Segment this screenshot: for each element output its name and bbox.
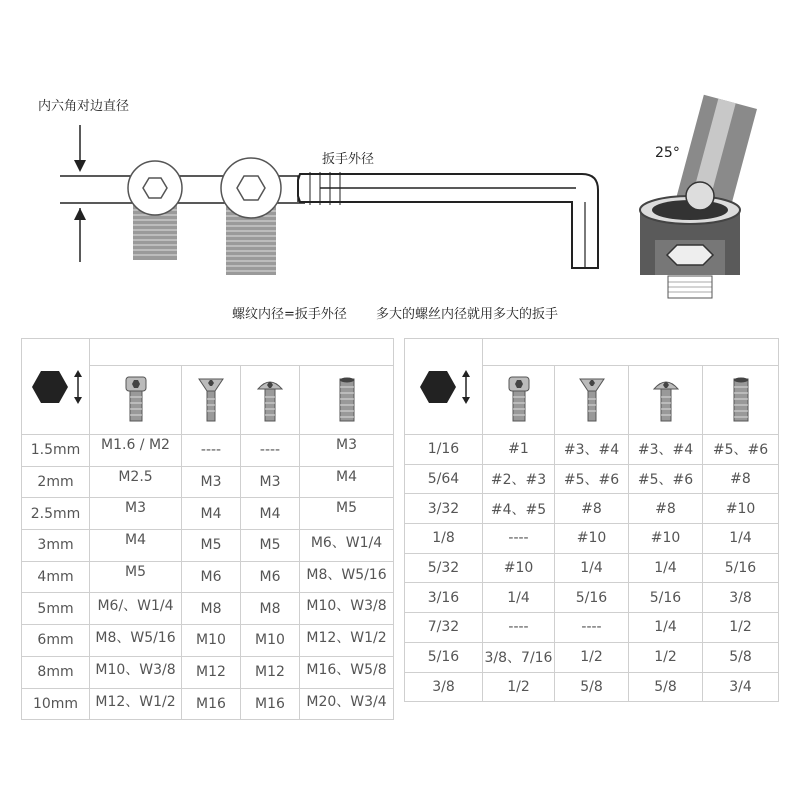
value-cell: #10 bbox=[483, 553, 555, 583]
button-head-screw-icon bbox=[651, 375, 681, 425]
table-row bbox=[22, 593, 394, 625]
value-cell: M6/、W1/4 bbox=[90, 593, 182, 625]
value-cell: M16 bbox=[241, 688, 300, 720]
button-head-screw-cell bbox=[629, 366, 703, 435]
value-cell: 1/4 bbox=[703, 524, 779, 554]
value-cell: M8、W5/16 bbox=[90, 625, 182, 657]
hex-size-icon bbox=[28, 367, 84, 407]
screw-large-icon bbox=[221, 158, 281, 275]
countersunk-screw-cell bbox=[182, 366, 241, 435]
value-cell: 1/4 bbox=[483, 583, 555, 613]
hex-size-icon bbox=[416, 367, 472, 407]
table-row bbox=[22, 498, 394, 530]
value-cell: M5 bbox=[182, 530, 241, 562]
size-cell: 8mm bbox=[22, 656, 90, 688]
value-cell: 1/4 bbox=[629, 553, 703, 583]
size-cell: 3/16 bbox=[405, 583, 483, 613]
value-cell: M5 bbox=[241, 530, 300, 562]
socket-angle-icon bbox=[640, 95, 757, 298]
metric-header-blank bbox=[90, 339, 394, 366]
value-cell: #10 bbox=[629, 524, 703, 554]
size-cell: 2mm bbox=[22, 466, 90, 498]
value-cell: ---- bbox=[555, 613, 629, 643]
value-cell: ---- bbox=[182, 435, 241, 467]
value-cell: M1.6 / M2 bbox=[90, 435, 182, 467]
value-cell: M5 bbox=[300, 498, 394, 530]
table-row bbox=[22, 530, 394, 562]
value-cell: M10、W3/8 bbox=[90, 656, 182, 688]
size-cell: 1/16 bbox=[405, 435, 483, 465]
button-head-screw-icon bbox=[255, 375, 285, 425]
value-cell: M20、W3/4 bbox=[300, 688, 394, 720]
table-header-row bbox=[22, 339, 394, 366]
value-cell: M3 bbox=[90, 498, 182, 530]
size-cell: 1.5mm bbox=[22, 435, 90, 467]
table-row bbox=[22, 688, 394, 720]
value-cell: M10 bbox=[241, 625, 300, 657]
hex-key-diagram bbox=[0, 0, 800, 330]
size-cell: 3/8 bbox=[405, 672, 483, 702]
socket-cap-screw-cell bbox=[483, 366, 555, 435]
size-cell: 10mm bbox=[22, 688, 90, 720]
value-cell: #10 bbox=[703, 494, 779, 524]
value-cell: #8 bbox=[629, 494, 703, 524]
value-cell: M12、W1/2 bbox=[90, 688, 182, 720]
set-screw-icon bbox=[332, 375, 362, 425]
value-cell: M6、W1/4 bbox=[300, 530, 394, 562]
value-cell: M10、W3/8 bbox=[300, 593, 394, 625]
value-cell: M12 bbox=[241, 656, 300, 688]
table-row bbox=[22, 561, 394, 593]
value-cell: #4、#5 bbox=[483, 494, 555, 524]
value-cell: #8 bbox=[703, 464, 779, 494]
dimension-arrow-bottom-icon bbox=[74, 208, 86, 262]
table-row bbox=[405, 435, 779, 465]
size-cell: 5/64 bbox=[405, 464, 483, 494]
value-cell: #5、#6 bbox=[555, 464, 629, 494]
value-cell: #10 bbox=[555, 524, 629, 554]
size-cell: 3mm bbox=[22, 530, 90, 562]
size-tip-caption: 多大的螺丝内径就用多大的扳手 bbox=[376, 307, 559, 322]
table-row bbox=[405, 553, 779, 583]
value-cell: M4 bbox=[182, 498, 241, 530]
value-cell: 1/4 bbox=[555, 553, 629, 583]
table-row bbox=[22, 656, 394, 688]
value-cell: M2.5 bbox=[90, 466, 182, 498]
value-cell: 5/8 bbox=[629, 672, 703, 702]
set-screw-icon bbox=[726, 375, 756, 425]
imperial-header-blank bbox=[483, 339, 779, 366]
screw-small-icon bbox=[128, 161, 182, 260]
value-cell: ---- bbox=[241, 435, 300, 467]
size-cell: 4mm bbox=[22, 561, 90, 593]
value-cell: 1/4 bbox=[629, 613, 703, 643]
value-cell: 1/2 bbox=[703, 613, 779, 643]
value-cell: 5/16 bbox=[629, 583, 703, 613]
value-cell: M16 bbox=[182, 688, 241, 720]
hex-size-cell bbox=[405, 339, 483, 435]
table-row bbox=[405, 672, 779, 702]
hex-size-cell bbox=[22, 339, 90, 435]
value-cell: 1/2 bbox=[555, 642, 629, 672]
value-cell: 5/16 bbox=[555, 583, 629, 613]
value-cell: M5 bbox=[90, 561, 182, 593]
table-row bbox=[405, 583, 779, 613]
value-cell: #3、#4 bbox=[629, 435, 703, 465]
set-screw-cell bbox=[703, 366, 779, 435]
value-cell: M4 bbox=[241, 498, 300, 530]
wrench-outer-diameter-label: 扳手外径 bbox=[322, 152, 375, 167]
value-cell: M3 bbox=[182, 466, 241, 498]
value-cell: M8 bbox=[241, 593, 300, 625]
value-cell: 5/8 bbox=[555, 672, 629, 702]
table-header-row bbox=[405, 339, 779, 366]
size-cell: 5/16 bbox=[405, 642, 483, 672]
thread-rule-caption: 螺纹内径=扳手外径 bbox=[232, 307, 347, 322]
table-row bbox=[22, 625, 394, 657]
value-cell: M3 bbox=[300, 435, 394, 467]
button-head-screw-cell bbox=[241, 366, 300, 435]
table-row bbox=[22, 466, 394, 498]
table-row bbox=[22, 435, 394, 467]
hex-key-wrench-icon bbox=[298, 172, 598, 268]
value-cell: ---- bbox=[483, 524, 555, 554]
table-row bbox=[405, 494, 779, 524]
value-cell: ---- bbox=[483, 613, 555, 643]
value-cell: M8、W5/16 bbox=[300, 561, 394, 593]
value-cell: 5/8 bbox=[703, 642, 779, 672]
value-cell: #8 bbox=[555, 494, 629, 524]
value-cell: 3/8 bbox=[703, 583, 779, 613]
set-screw-cell bbox=[300, 366, 394, 435]
value-cell: #3、#4 bbox=[555, 435, 629, 465]
value-cell: 5/16 bbox=[703, 553, 779, 583]
countersunk-screw-icon bbox=[577, 375, 607, 425]
table-row bbox=[405, 642, 779, 672]
table-row bbox=[405, 464, 779, 494]
value-cell: 3/4 bbox=[703, 672, 779, 702]
value-cell: #2、#3 bbox=[483, 464, 555, 494]
socket-cap-screw-icon bbox=[504, 375, 534, 425]
value-cell: M6 bbox=[241, 561, 300, 593]
hex-across-flats-label: 内六角对边直径 bbox=[38, 99, 130, 114]
value-cell: M6 bbox=[182, 561, 241, 593]
dimension-arrow-top-icon bbox=[74, 125, 86, 172]
size-cell: 6mm bbox=[22, 625, 90, 657]
table-row bbox=[405, 613, 779, 643]
value-cell: 1/2 bbox=[629, 642, 703, 672]
metric-size-table bbox=[21, 338, 394, 720]
size-cell: 5mm bbox=[22, 593, 90, 625]
value-cell: #1 bbox=[483, 435, 555, 465]
size-cell: 2.5mm bbox=[22, 498, 90, 530]
value-cell: M3 bbox=[241, 466, 300, 498]
size-cell: 3/32 bbox=[405, 494, 483, 524]
socket-cap-screw-cell bbox=[90, 366, 182, 435]
value-cell: M8 bbox=[182, 593, 241, 625]
imperial-size-table bbox=[404, 338, 779, 702]
size-cell: 1/8 bbox=[405, 524, 483, 554]
value-cell: M10 bbox=[182, 625, 241, 657]
value-cell: M12、W1/2 bbox=[300, 625, 394, 657]
countersunk-screw-icon bbox=[196, 375, 226, 425]
value-cell: M16、W5/8 bbox=[300, 656, 394, 688]
size-cell: 7/32 bbox=[405, 613, 483, 643]
value-cell: 3/8、7/16 bbox=[483, 642, 555, 672]
countersunk-screw-cell bbox=[555, 366, 629, 435]
value-cell: 1/2 bbox=[483, 672, 555, 702]
angle-label: 25° bbox=[655, 145, 680, 161]
socket-cap-screw-icon bbox=[121, 375, 151, 425]
table-row bbox=[405, 524, 779, 554]
value-cell: #5、#6 bbox=[703, 435, 779, 465]
value-cell: M4 bbox=[90, 530, 182, 562]
value-cell: M4 bbox=[300, 466, 394, 498]
size-cell: 5/32 bbox=[405, 553, 483, 583]
value-cell: M12 bbox=[182, 656, 241, 688]
value-cell: #5、#6 bbox=[629, 464, 703, 494]
